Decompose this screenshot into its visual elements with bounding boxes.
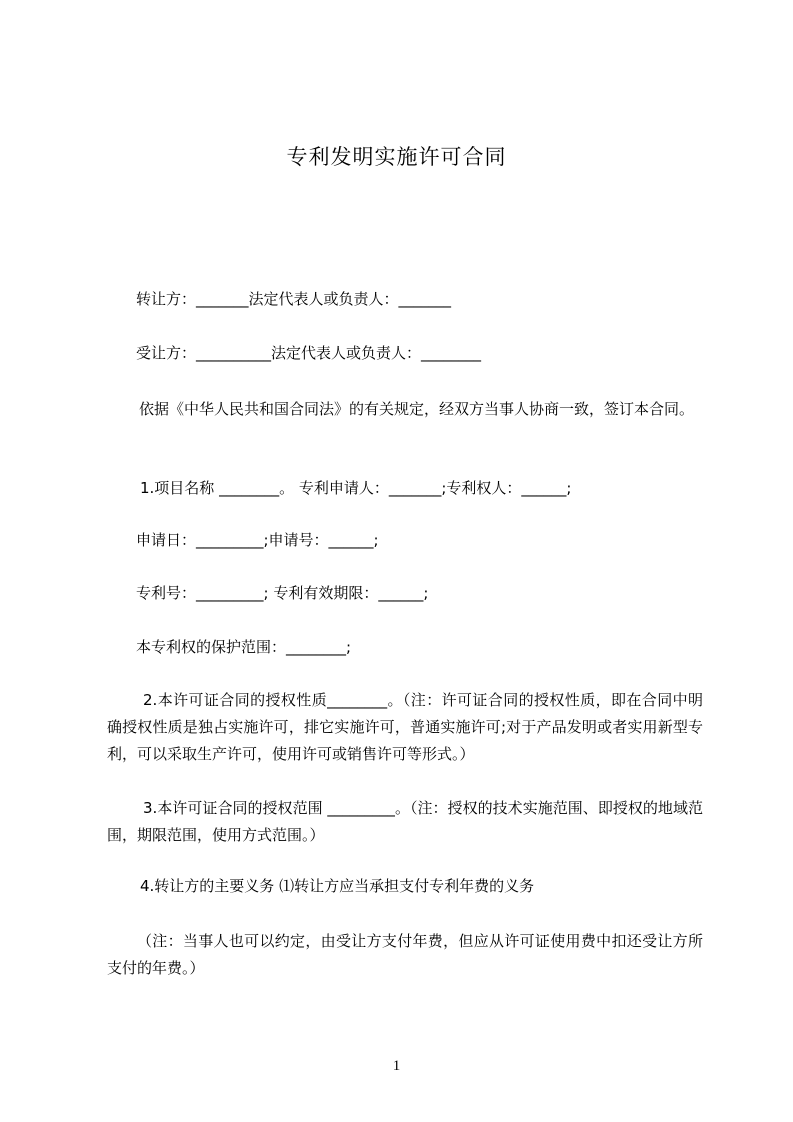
- item-4-transferor-obligations: 4.转让方的主要义务 ⑴转让方应当承担支付专利年费的义务: [140, 877, 535, 895]
- item-2-authorization-nature: 2.本许可证合同的授权性质________。（注：许可证合同的授权性质，即在合同中明确授权性质是独占实施许可，排它实施许可，普通实施许可;对于产品发明或者实用新型专利，可以采取生产许可，使用许可或销售许可等形式。）: [107, 691, 703, 763]
- item-1-project-name: 1.项目名称 ________。 专利申请人：_______;专利权人：______;: [140, 479, 572, 497]
- item-3-authorization-scope: 3.本许可证合同的授权范围 _________。（注：授权的技术实施范围、即授权的地域范围，期限范围，使用方式范围。）: [107, 799, 703, 844]
- page-number: 1: [392, 1058, 401, 1074]
- protection-scope-line: 本专利权的保护范围：________;: [136, 638, 352, 656]
- contract-basis-paragraph: 依据《中华人民共和国合同法》的有关规定，经双方当事人协商一致，签订本合同。: [139, 400, 695, 418]
- annual-fee-note: （注：当事人也可以约定，由受让方支付年费，但应从许可证使用费中扣还受让方所支付的年费。）: [107, 932, 703, 977]
- transferee-line: 受让方：__________法定代表人或负责人：________: [136, 344, 482, 362]
- patent-number-line: 专利号：_________; 专利有效期限：______;: [136, 584, 429, 602]
- document-title: 专利发明实施许可合同: [286, 145, 507, 169]
- application-date-line: 申请日：_________;申请号：______;: [136, 531, 379, 549]
- transferor-line: 转让方：_______法定代表人或负责人：_______: [136, 290, 452, 308]
